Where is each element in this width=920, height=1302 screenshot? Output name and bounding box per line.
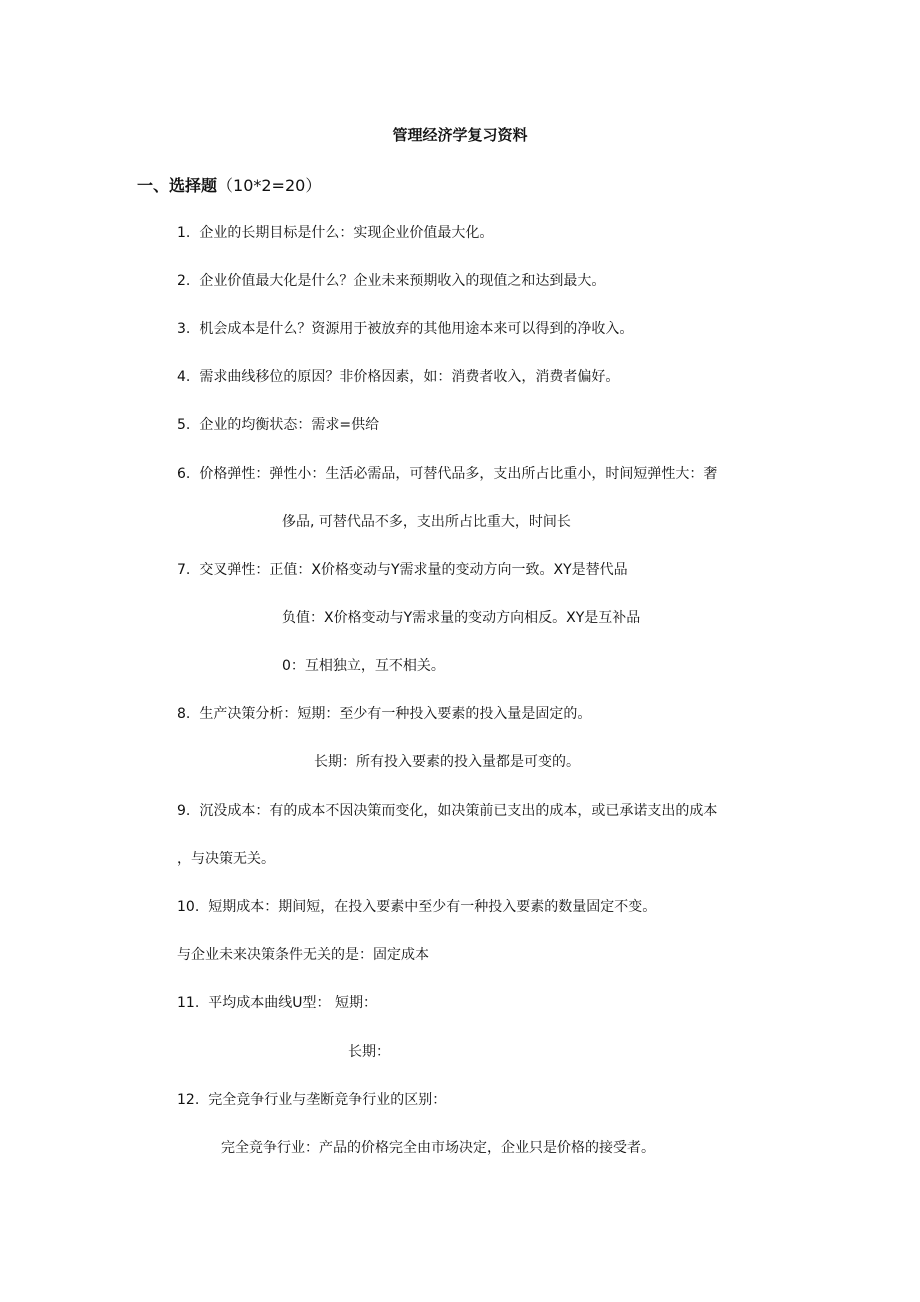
list-item-continuation xyxy=(221,1138,655,1158)
list-item xyxy=(177,415,379,435)
list-item xyxy=(177,319,633,339)
item-number: 12. xyxy=(177,1092,200,1108)
item-text: 平均成本曲线U型： 短期： xyxy=(208,995,377,1011)
item-number: 10. xyxy=(177,899,200,915)
list-item xyxy=(177,464,717,484)
item-text: 侈品, 可替代品不多，支出所占比重大，时间长 xyxy=(282,514,571,530)
item-number: 8. xyxy=(177,706,191,722)
list-item xyxy=(177,993,377,1013)
section-label: 一、选择题 xyxy=(137,176,218,195)
item-number: 5. xyxy=(177,417,191,433)
list-item xyxy=(177,271,605,291)
list-item-continuation xyxy=(282,656,445,676)
list-item xyxy=(177,801,717,821)
item-number: 11. xyxy=(177,995,200,1011)
list-item xyxy=(177,367,619,387)
list-item xyxy=(177,560,628,580)
item-text: 完全竞争行业与垄断竞争行业的区别： xyxy=(208,1092,447,1108)
list-item-continuation xyxy=(177,945,429,965)
item-text: 负值：X价格变动与Y需求量的变动方向相反。XY是互补品 xyxy=(282,610,641,626)
item-text: 价格弹性：弹性小：生活必需品，可替代品多，支出所占比重小，时间短弹性大：奢 xyxy=(199,466,718,482)
item-text: 企业的长期目标是什么：实现企业价值最大化。 xyxy=(199,225,494,241)
item-number: 9. xyxy=(177,803,191,819)
list-item xyxy=(177,704,591,724)
item-number: 4. xyxy=(177,369,191,385)
item-text: 沉没成本：有的成本不因决策而变化，如决策前已支出的成本，或已承诺支出的成本 xyxy=(199,803,718,819)
item-text: 生产决策分析：短期：至少有一种投入要素的投入量是固定的。 xyxy=(199,706,592,722)
item-number: 7. xyxy=(177,562,191,578)
list-item-continuation xyxy=(177,849,275,869)
item-number: 6. xyxy=(177,466,191,482)
item-text: 交叉弹性：正值：X价格变动与Y需求量的变动方向一致。XY是替代品 xyxy=(199,562,628,578)
list-item-continuation xyxy=(282,512,571,532)
item-number: 2. xyxy=(177,273,191,289)
item-number: 3. xyxy=(177,321,191,337)
item-text: ，与决策无关。 xyxy=(177,851,275,867)
list-item xyxy=(177,1090,446,1110)
list-item-continuation xyxy=(314,752,580,772)
document-title: 管理经济学复习资料 xyxy=(392,126,528,144)
item-number: 1. xyxy=(177,225,191,241)
item-text: 0：互相独立，互不相关。 xyxy=(282,658,445,674)
item-text: 长期：所有投入要素的投入量都是可变的。 xyxy=(314,754,580,770)
list-item-continuation xyxy=(282,608,640,628)
item-text: 企业的均衡状态：需求=供给 xyxy=(199,417,380,433)
section-score: （10*2=20） xyxy=(217,176,322,195)
item-text: 完全竞争行业：产品的价格完全由市场决定，企业只是价格的接受者。 xyxy=(221,1140,655,1156)
item-text: 长期： xyxy=(348,1044,390,1060)
item-text: 企业价值最大化是什么？企业未来预期收入的现值之和达到最大。 xyxy=(199,273,606,289)
item-text: 需求曲线移位的原因？非价格因素，如：消费者收入，消费者偏好。 xyxy=(199,369,620,385)
item-text: 机会成本是什么？资源用于被放弃的其他用途本来可以得到的净收入。 xyxy=(199,321,634,337)
list-item-continuation xyxy=(348,1042,390,1062)
item-text: 短期成本：期间短，在投入要素中至少有一种投入要素的数量固定不变。 xyxy=(208,899,657,915)
list-item xyxy=(177,223,493,243)
section-heading xyxy=(137,176,321,196)
item-text: 与企业未来决策条件无关的是：固定成本 xyxy=(177,947,429,963)
list-item xyxy=(177,897,656,917)
